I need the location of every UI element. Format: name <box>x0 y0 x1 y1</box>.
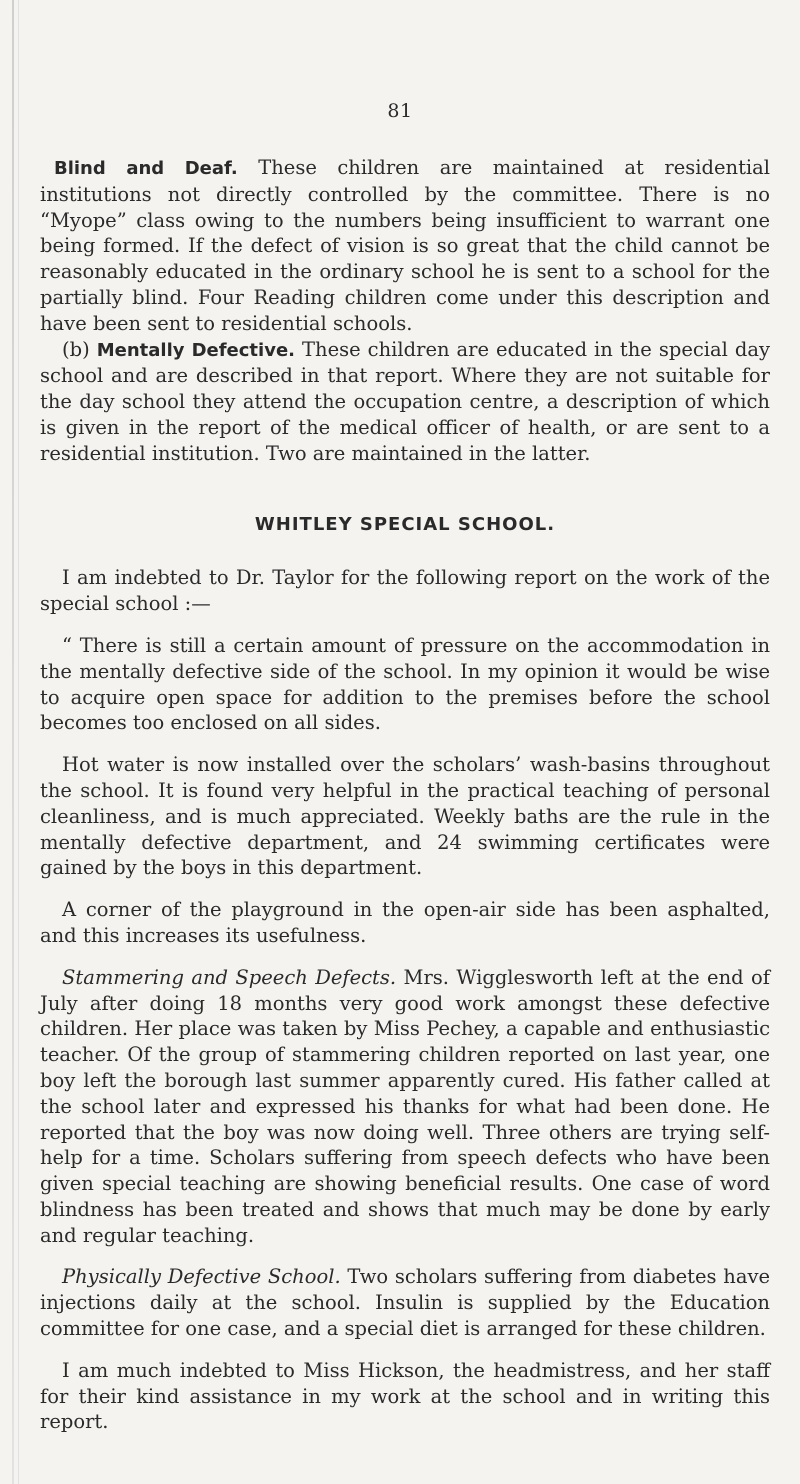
mentally-defective-prefix: (b) <box>62 337 90 361</box>
stammering-text: Mrs. Wigglesworth left at the end of July after doing 18 months very good work amongst these defective children. Her place was taken by Miss Pechey, a capable and enthusiastic teacher. Of the group of stammering children reported on last year, one boy left the borough last summer apparently cured. His father called at the school later and expressed his thanks for what had been done. He reported that the boy was now doing well. Three others are trying self-help for a time. Scholars suffering from speech defects who have been given special teaching are showing beneficial results. One case of word blindness has been treated and shows that much may be done by early and regular teaching. <box>40 965 770 1247</box>
blind-deaf-paragraph <box>40 155 770 337</box>
intro-paragraph: I am indebted to Dr. Taylor for the following report on the work of the special school :— <box>40 566 770 616</box>
stammering-heading: Stammering and Speech Defects. <box>62 965 397 989</box>
page-content <box>40 155 770 1451</box>
page-binding-edge <box>12 0 14 1484</box>
page-number: 81 <box>387 100 413 122</box>
pressure-paragraph: “ There is still a certain amount of pressure on the accommodation in the mentally defective side of the school. In my opinion it would be wise to acquire open space for addition to the premises before the school becomes too enclosed on all sides. <box>40 633 770 735</box>
page-binding-edge-inner <box>18 0 19 1484</box>
blind-deaf-text: These children are maintained at residential institutions not directly controlled by the committee. There is no “Myope” class owing to the numbers being insufficient to warrant one being formed. If the defect of vision is so great that the child cannot be reasonably educated in the ordinary school he is sent to a school for the partially blind. Four Reading children come under this description and have been sent to residential schools. <box>40 156 771 335</box>
hot-water-paragraph: Hot water is now installed over the scholars’ wash-basins throughout the school. It is found very helpful in the practical teaching of personal cleanliness, and is much appreciated. Weekly baths are the rule in the mentally defective department, and 24 swimming certificates were gained by the boys in this department. <box>40 753 770 880</box>
physically-defective-heading: Physically Defective School. <box>62 1265 341 1289</box>
blind-deaf-heading: Blind and Deaf. <box>54 158 238 179</box>
playground-paragraph: A corner of the playground in the open-air side has been asphalted, and this increases its usefulness. <box>40 898 770 947</box>
thanks-paragraph: I am much indebted to Miss Hickson, the headmistress, and her staff for their kind assistance in my work at the school and in writing this report. <box>40 1358 770 1434</box>
mentally-defective-paragraph <box>40 337 770 467</box>
mentally-defective-heading: Mentally Defective. <box>96 339 295 361</box>
physically-defective-text: Two scholars suffering from diabetes have injections daily at the school. Insulin is supplied by the Education committee for one case, and a special diet is arranged for these children. <box>40 1265 770 1341</box>
section-title: WHITLEY SPECIAL SCHOOL. <box>254 513 556 535</box>
stammering-paragraph <box>40 965 770 1249</box>
mentally-defective-text: These children are educated in the special day school and are described in that report. Where they are not suitable for the day school they attend the occupation centre, a description of which is given in the report of the medical officer of health, or are sent to a residential institution. Two are maintained in the latter. <box>40 337 771 465</box>
physically-defective-paragraph <box>40 1264 770 1341</box>
